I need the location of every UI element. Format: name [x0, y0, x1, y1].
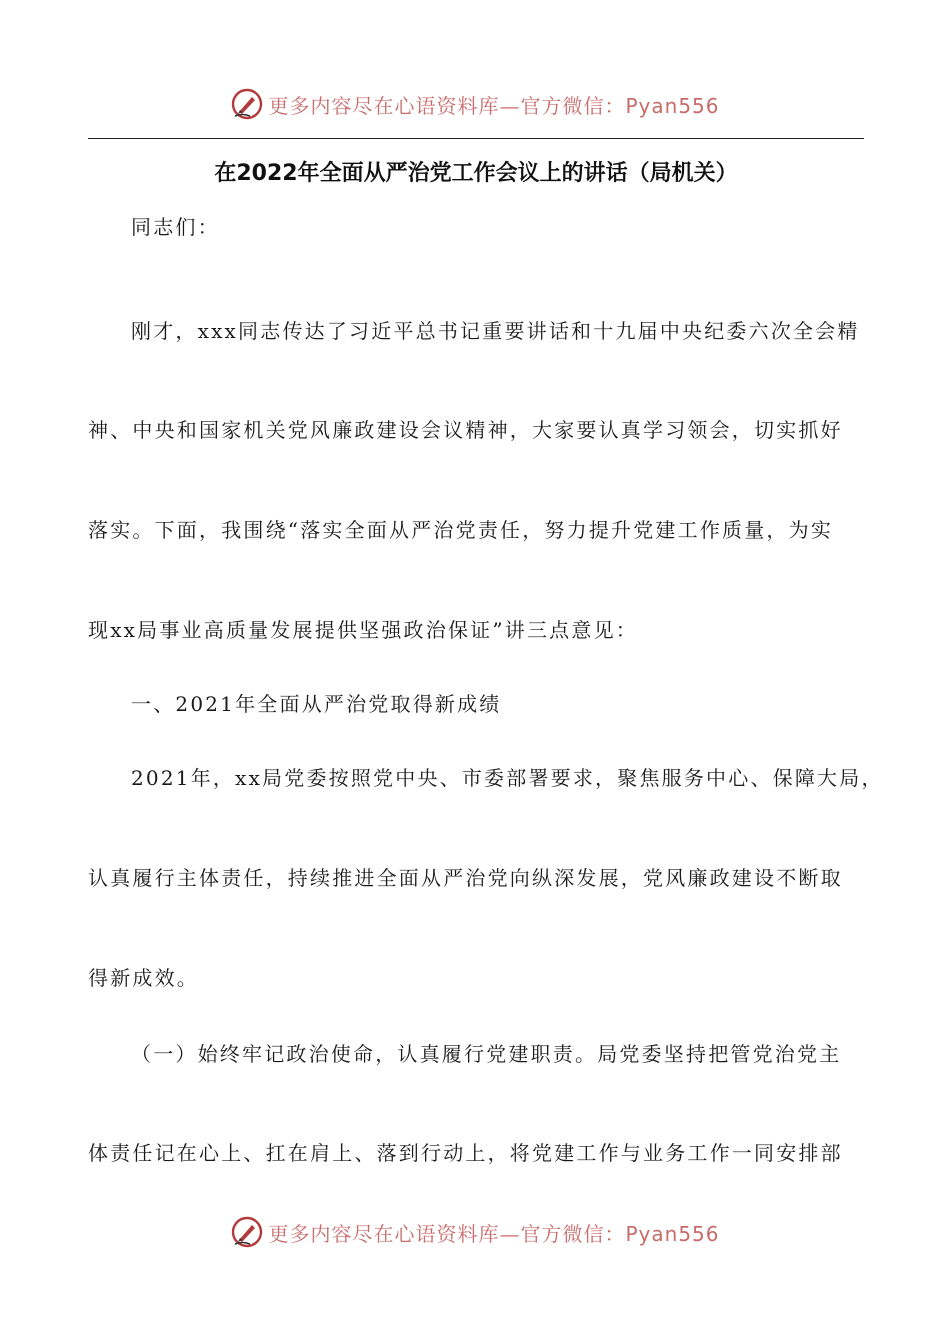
- paragraph-line: 现xx局事业高质量发展提供坚强政治保证”讲三点意见：: [88, 618, 638, 642]
- footer-watermark: [0, 1212, 950, 1252]
- document-title: 在2022年全面从严治党工作会议上的讲话（局机关）: [214, 161, 738, 186]
- paragraph-line: 体责任记在心上、扛在肩上、落到行动上，将党建工作与业务工作一同安排部: [88, 1141, 843, 1165]
- pen-logo-icon: [230, 87, 264, 121]
- paragraph-line: 落实。下面，我围绕“落实全面从严治党责任，努力提升党建工作质量，为实: [88, 518, 834, 542]
- watermark-text: 更多内容尽在心语资料库—官方微信：Pyan556: [268, 1221, 720, 1246]
- salutation: 同志们：: [131, 215, 220, 239]
- header-divider: [88, 138, 864, 139]
- header-watermark: [0, 84, 950, 124]
- paragraph-line: 神、中央和国家机关党风廉政建设会议精神，大家要认真学习领会，切实抓好: [88, 418, 843, 442]
- paragraph-line: 刚才，xxx同志传达了习近平总书记重要讲话和十九届中央纪委六次全会精: [131, 319, 860, 343]
- watermark-text: 更多内容尽在心语资料库—官方微信：Pyan556: [268, 93, 720, 118]
- subsection-line: （一）始终牢记政治使命，认真履行党建职责。局党委坚持把管党治党主: [131, 1042, 842, 1066]
- paragraph-line: 得新成效。: [88, 966, 199, 990]
- paragraph-line: 2021年，xx局党委按照党中央、市委部署要求，聚焦服务中心、保障大局，: [131, 766, 884, 790]
- paragraph-line: 认真履行主体责任，持续推进全面从严治党向纵深发展，党风廉政建设不断取: [88, 866, 843, 890]
- pen-logo-icon: [230, 1215, 264, 1249]
- section-heading: 一、2021年全面从严治党取得新成绩: [131, 692, 502, 716]
